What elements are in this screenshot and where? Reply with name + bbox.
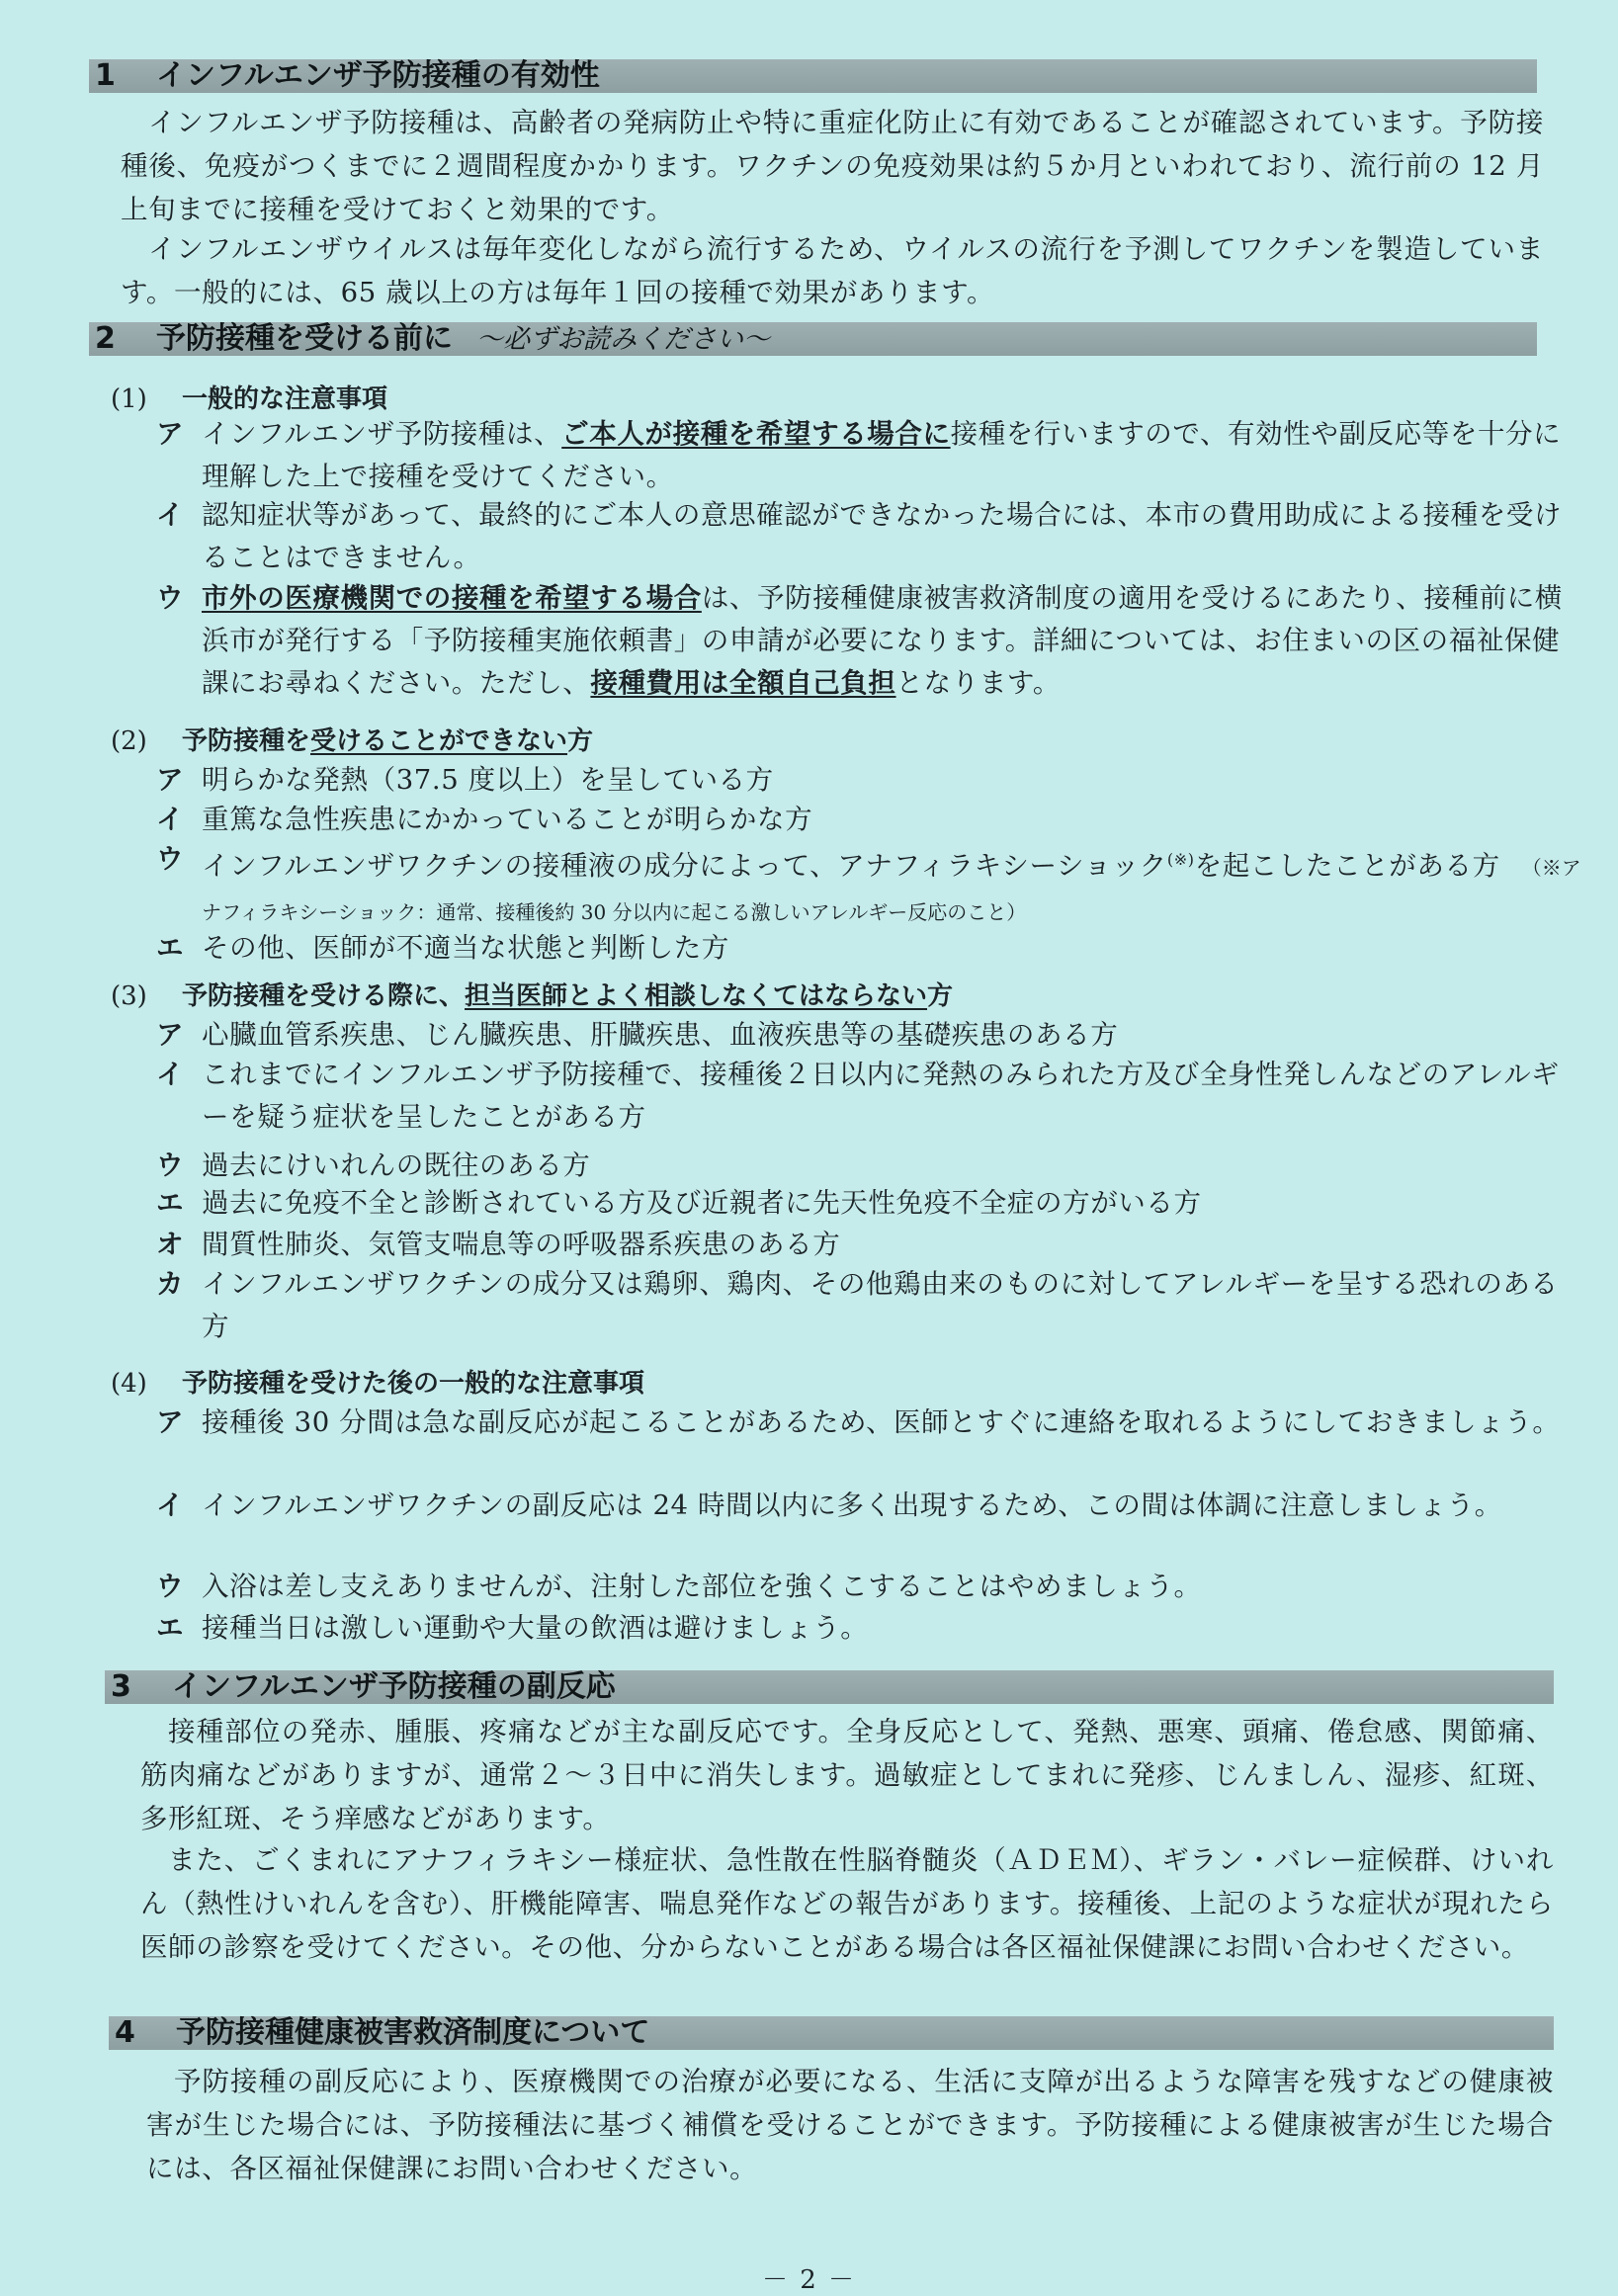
subsection-2-title-pre: 予防接種を	[182, 726, 311, 756]
sub4-item-c-text: 入浴は差し支えありませんが、注射した部位を強くこすることはやめましょう。	[202, 1571, 1202, 1602]
sub1-item-a-marker: ア	[156, 418, 185, 450]
sub3-item-e	[156, 1224, 1585, 1266]
section-1-paragraph-2: インフルエンザウイルスは毎年変化しながら流行するため、ウイルスの流行を予測してワクチンを製造しています。一般的には、65 歳以上の方は毎年１回の接種で効果があります。	[121, 233, 1544, 308]
sub1-item-a-underlined: ご本人が接種を希望する場合に	[561, 418, 951, 450]
sub1-item-c-mid: は、予防接種健康被害救済制度の適用を受けるにあたり、接種前に横浜市が発行する「予防接種実施依頼書」の申請が必要になります。詳細については、お住まいの区の福祉保健課にお尋ねください。ただし、	[202, 582, 1563, 699]
subsection-3-title-underlined: 担当医師とよく相談しなくてはならない	[465, 981, 928, 1011]
subsection-2-title-underlined: 受けることができない	[310, 726, 568, 756]
subsection-1-title: 一般的な注意事項	[182, 384, 388, 414]
sub4-item-b-marker: イ	[156, 1489, 185, 1521]
sub1-item-a-post: 接種を行いますので、有効性や副反応等を十分に理解した上で接種を受けてください。	[202, 418, 1562, 492]
sub3-item-c-text: 過去にけいれんの既往のある方	[202, 1149, 591, 1181]
sub3-item-e-marker: オ	[156, 1229, 185, 1260]
subsection-2-heading	[111, 722, 593, 761]
sub2-item-b-marker: イ	[156, 804, 185, 835]
sub1-item-c-post: となります。	[895, 667, 1061, 699]
subsection-4-title: 予防接種を受けた後の一般的な注意事項	[182, 1369, 645, 1399]
sub2-item-c-text-2: を起こしたことがある方	[1194, 850, 1500, 883]
section-3-paragraph-2: また、ごくまれにアナフィラキシー様症状、急性散在性脳脊髄炎（ＡＤＥＭ）、ギラン・バレー症候群、けいれん（熱性けいれんを含む）、肝機能障害、喘息発作などの報告があります。接種後、上記のような症状が現れたら医師の診察を受けてください。その他、分からないことがある場合は各区福祉保健課にお問い合わせください。	[140, 1844, 1554, 1963]
sub2-item-c	[156, 838, 1585, 934]
section-3-number: 3	[111, 1669, 131, 1704]
section-4-header	[109, 2016, 1554, 2050]
sub1-item-b	[156, 494, 1585, 579]
sub2-item-b-text: 重篤な急性疾患にかかっていることが明らかな方	[202, 804, 813, 835]
sub3-item-c	[156, 1145, 1585, 1187]
sub1-item-b-text: 認知症状等があって、最終的にご本人の意思確認ができなかった場合には、本市の費用助成による接種を受けることはできません。	[202, 499, 1563, 573]
sub2-item-c-note: （※アナフィラキシーショック：通常、接種後約 30 分以内に起こる激しいアレルギー反応のこと）	[202, 856, 1581, 925]
sub2-item-c-text-1: インフルエンザワクチンの接種液の成分によって、アナフィラキシーショック	[202, 850, 1167, 883]
page-number: － 2 －	[761, 2265, 857, 2295]
sub3-item-f-marker: カ	[156, 1268, 185, 1300]
section-3-paragraph-1: 接種部位の発赤、腫脹、疼痛などが主な副反応です。全身反応として、発熱、悪寒、頭痛、倦怠感、関節痛、筋肉痛などがありますが、通常２～３日中に消失します。過敏症としてまれに発疹、じんましん、湿疹、紅斑、多形紅斑、そう痒感などがあります。	[140, 1716, 1554, 1834]
sub2-item-c-marker: ウ	[156, 843, 185, 875]
subsection-4-heading	[111, 1364, 644, 1403]
sub2-item-a-marker: ア	[156, 764, 185, 796]
sub1-item-a	[156, 413, 1585, 498]
section-1-header	[89, 59, 1537, 93]
sub4-item-c	[156, 1566, 1585, 1608]
sub4-item-b-text: インフルエンザワクチンの副反応は 24 時間以内に多く出現するため、この間は体調に注意しましょう。	[202, 1489, 1502, 1521]
sub4-item-c-marker: ウ	[156, 1571, 185, 1602]
subsection-3-title-post: 方	[927, 981, 954, 1011]
sub3-item-a-text: 心臓血管系疾患、じん臓疾患、肝臓疾患、血液疾患等の基礎疾患のある方	[202, 1019, 1119, 1051]
section-1-title: インフルエンザ予防接種の有効性	[156, 58, 600, 93]
subsection-2-title-post: 方	[567, 726, 594, 756]
sub3-item-b	[156, 1054, 1585, 1139]
sub3-item-d-marker: エ	[156, 1187, 185, 1219]
section-4-title: 予防接種健康被害救済制度について	[176, 2015, 650, 2050]
section-3-title: インフルエンザ予防接種の副反応	[172, 1669, 616, 1704]
subsection-3-title-pre: 予防接種を受ける際に、	[182, 981, 466, 1011]
sub3-item-f-text: インフルエンザワクチンの成分又は鶏卵、鶏肉、その他鶏由来のものに対してアレルギーを呈する恐れのある方	[202, 1268, 1559, 1342]
sub3-item-c-marker: ウ	[156, 1149, 185, 1181]
sub1-item-c-underlined-2: 接種費用は全額自己負担	[590, 667, 896, 699]
sub4-item-d-marker: エ	[156, 1612, 185, 1644]
section-1-number: 1	[95, 58, 116, 93]
section-2-title: 予防接種を受ける前に	[156, 321, 453, 356]
section-1-paragraph-1: インフルエンザ予防接種は、高齢者の発病防止や特に重症化防止に有効であることが確認されています。予防接種後、免疫がつくまでに２週間程度かかります。ワクチンの免疫効果は約５か月といわれており、流行前の 12 月上旬までに接種を受けておくと効果的です。	[121, 107, 1544, 225]
sub4-item-a-marker: ア	[156, 1406, 185, 1438]
section-2-number: 2	[95, 321, 116, 356]
sub3-item-b-marker: イ	[156, 1059, 185, 1090]
sub1-item-b-marker: イ	[156, 499, 185, 531]
subsection-3-number: (3)	[111, 981, 147, 1011]
sub2-item-d-marker: エ	[156, 932, 185, 964]
sub4-item-a-text: 接種後 30 分間は急な副反応が起こることがあるため、医師とすぐに連絡を取れるようにしておきましょう。	[202, 1406, 1561, 1438]
sub3-item-a-marker: ア	[156, 1019, 185, 1051]
sub1-item-c	[156, 577, 1585, 705]
sub2-item-a	[156, 759, 1585, 802]
section-2-header	[89, 322, 1537, 356]
sub1-item-a-pre: インフルエンザ予防接種は、	[202, 418, 562, 450]
sub4-item-d	[156, 1607, 1585, 1650]
section-4-paragraph-1: 予防接種の副反応により、医療機関での治療が必要になる、生活に支障が出るような障害を残すなどの健康被害が生じた場合には、予防接種法に基づく補償を受けることができます。予防接種による健康被害が生じた場合には、各区福祉保健課にお問い合わせください。	[146, 2066, 1554, 2184]
section-2-subtitle: ～必ずお読みください～	[476, 324, 770, 355]
subsection-1-number: (1)	[111, 384, 147, 414]
sub3-item-a	[156, 1014, 1585, 1057]
sub3-item-e-text: 間質性肺炎、気管支喘息等の呼吸器系疾患のある方	[202, 1229, 841, 1260]
sub1-item-c-marker: ウ	[156, 582, 185, 614]
sub4-item-d-text: 接種当日は激しい運動や大量の飲酒は避けましょう。	[202, 1612, 869, 1644]
section-3-header	[105, 1670, 1554, 1704]
subsection-3-heading	[111, 977, 953, 1016]
subsection-2-number: (2)	[111, 726, 147, 756]
sub4-item-a	[156, 1402, 1585, 1444]
sub3-item-d-text: 過去に免疫不全と診断されている方及び近親者に先天性免疫不全症の方がいる方	[202, 1187, 1202, 1219]
sub2-item-d	[156, 927, 1585, 970]
sub3-item-b-text: これまでにインフルエンザ予防接種で、接種後２日以内に発熱のみられた方及び全身性発しんなどのアレルギーを疑う症状を呈したことがある方	[202, 1059, 1560, 1133]
sub2-item-b	[156, 799, 1585, 841]
sub2-item-d-text: その他、医師が不適当な状態と判断した方	[202, 932, 729, 964]
sub3-item-f	[156, 1263, 1585, 1348]
subsection-4-number: (4)	[111, 1369, 147, 1399]
sub1-item-c-underlined-1: 市外の医療機関での接種を希望する場合	[202, 582, 702, 614]
section-4-number: 4	[115, 2015, 135, 2050]
sub3-item-d	[156, 1182, 1585, 1225]
sub4-item-b	[156, 1485, 1585, 1527]
sub2-item-a-text: 明らかな発熱（37.5 度以上）を呈している方	[202, 764, 774, 796]
sub2-item-c-footnote-mark: (※)	[1166, 850, 1195, 869]
